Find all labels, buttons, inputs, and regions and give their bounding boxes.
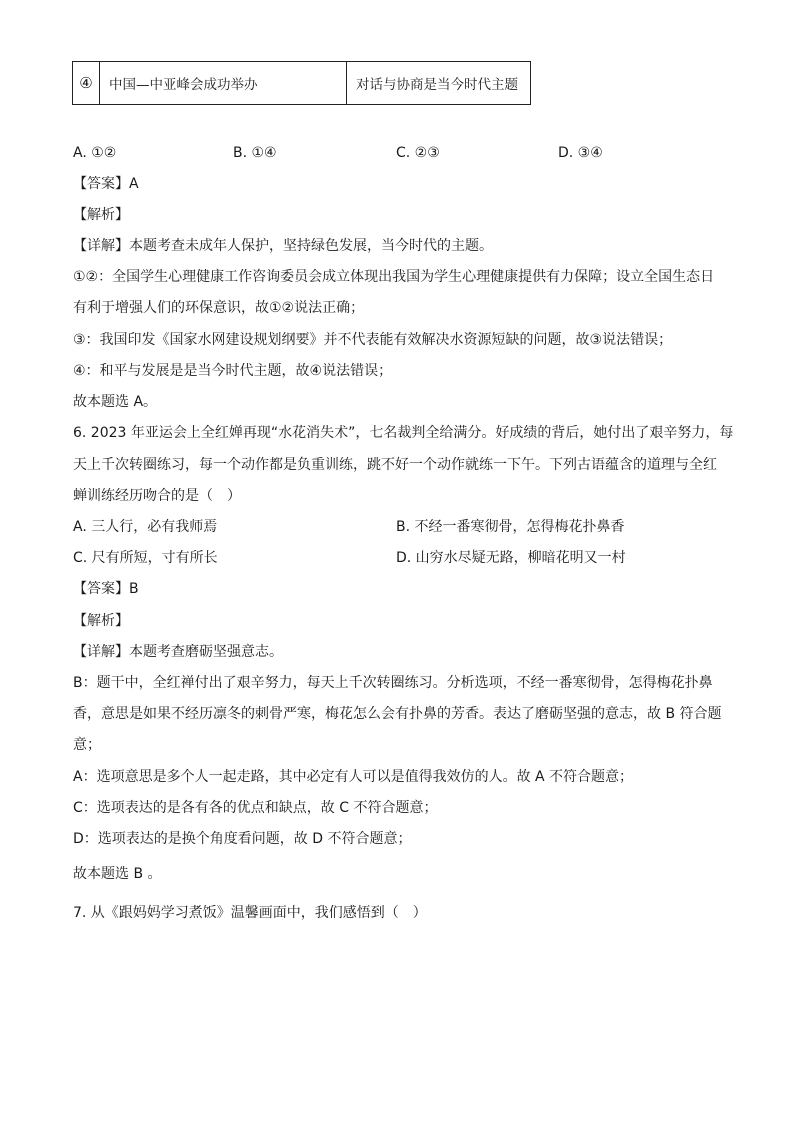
q5-conclusion: 故本题选 A。	[73, 394, 158, 410]
row-theme: 对话与协商是当今时代主题	[347, 62, 531, 105]
row-event: 中国—中亚峰会成功举办	[100, 62, 347, 105]
q6-option-b: B. 不经一番寒彻骨，怎得梅花扑鼻香	[396, 519, 625, 535]
q5-detail: 【详解】本题考查未成年人保护，坚持绿色发展，当今时代的主题。	[73, 238, 493, 254]
q6-answer: 【答案】B	[73, 581, 139, 597]
q6-explain-b-line1: B：题干中，全红禅付出了艰辛努力，每天上千次转圈练习。分析选项，不经一番寒彻骨，怎得梅花扑鼻	[73, 675, 713, 691]
q6-explain-d: D：选项表达的是换个角度看问题，故 D 不符合题意；	[73, 831, 412, 847]
q5-explain-12-line2: 有利于增强人们的环保意识，故①②说法正确；	[73, 300, 365, 316]
q5-option-b: B. ①④	[233, 145, 277, 161]
q6-detail: 【详解】本题考查磨砺坚强意志。	[73, 644, 283, 660]
q6-analysis-label: 【解析】	[73, 613, 129, 629]
q6-explain-b-line3: 意；	[73, 737, 101, 753]
q5-analysis-label: 【解析】	[73, 207, 129, 223]
q6-explain-b-line2: 香，意思是如果不经历凛冬的刺骨严寒，梅花怎么会有扑鼻的芳香。表达了磨砺坚强的意志，故 B 符合题	[73, 706, 722, 722]
q5-explain-4: ④：和平与发展是是当今时代主题，故④说法错误；	[73, 363, 393, 379]
q6-explain-c: C：选项表达的是各有各的优点和缺点，故 C 不符合题意；	[73, 800, 438, 816]
q6-conclusion: 故本题选 B 。	[73, 866, 162, 882]
row-number: ④	[73, 62, 100, 105]
q6-stem-line1: 6. 2023 年亚运会上全红婵再现“水花消失术”，七名裁判全给满分。好成绩的背后，她付出了艰辛努力，每	[73, 425, 734, 441]
q5-explain-3: ③：我国印发《国家水网建设规划纲要》并不代表能有效解决水资源短缺的问题，故③说法错误；	[73, 332, 673, 348]
statement-table	[72, 61, 531, 105]
q7-stem: 7. 从《跟妈妈学习煮饭》温馨画面中，我们感悟到（ ）	[73, 905, 427, 921]
q5-option-d: D. ③④	[558, 145, 603, 161]
q5-answer: 【答案】A	[73, 176, 139, 192]
q6-explain-a: A：选项意思是多个人一起走路，其中必定有人可以是值得我效仿的人。故 A 不符合题意；	[73, 769, 634, 785]
q6-option-d: D. 山穷水尽疑无路，柳暗花明又一村	[396, 550, 626, 566]
q6-option-c: C. 尺有所短，寸有所长	[73, 550, 218, 566]
q5-option-a: A. ①②	[73, 145, 117, 161]
table-row	[73, 62, 531, 105]
q5-option-c: C. ②③	[396, 145, 440, 161]
q6-stem-line2: 天上千次转圈练习，每一个动作都是负重训练，跳不好一个动作就练一下午。下列古语蕴含的道理与全红	[73, 457, 717, 473]
q6-option-a: A. 三人行，必有我师焉	[73, 519, 218, 535]
q6-stem-line3: 蝉训练经历吻合的是（ ）	[73, 488, 241, 504]
q5-explain-12-line1: ①②：全国学生心理健康工作咨询委员会成立体现出我国为学生心理健康提供有力保障；设立全国生态日	[73, 269, 715, 285]
